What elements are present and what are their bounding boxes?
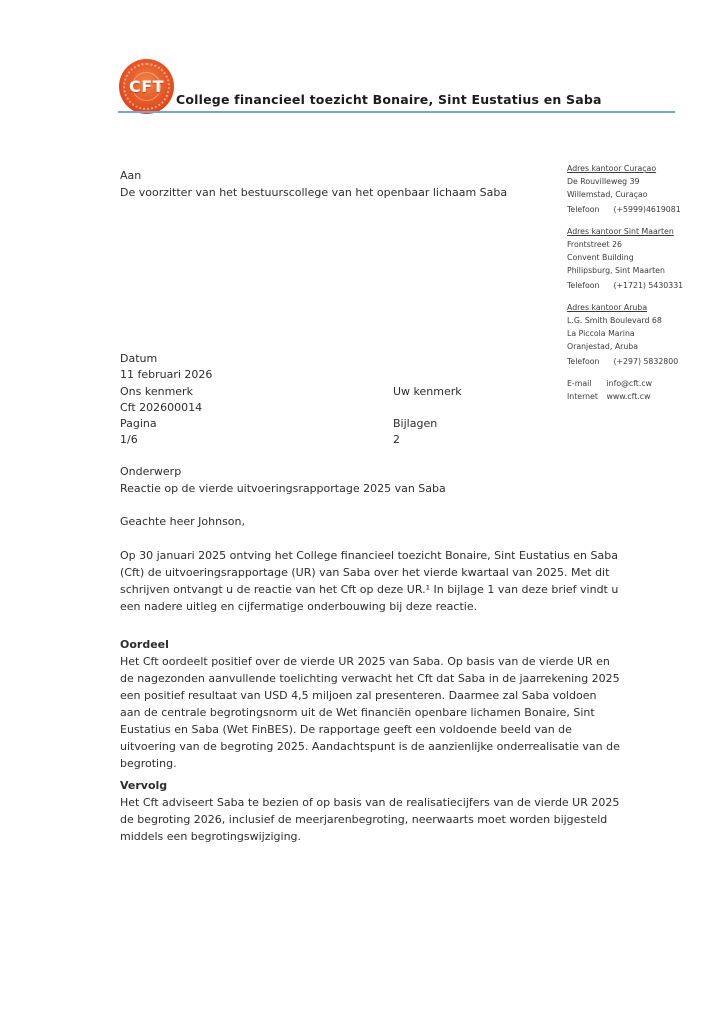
phone-number: (+5999)4619081 — [613, 205, 681, 215]
office-title: Adres kantoor Sint Maarten — [567, 227, 674, 237]
office-address-line: Willemstad, Curaçao — [567, 189, 648, 199]
office-address-line: De Rouvilleweg 39 — [567, 176, 640, 186]
internet-value: www.cft.cw — [606, 391, 651, 401]
datum-label: Datum — [120, 352, 158, 365]
section-heading: Oordeel — [120, 638, 169, 651]
pagina-label: Pagina — [120, 417, 157, 431]
organization-name: College financieel toezicht Bonaire, Sint Eustatius en Saba — [176, 92, 602, 107]
office-address-line: La Piccola Marina — [567, 328, 635, 338]
cft-logo-text: CFT — [128, 77, 165, 96]
phone-number: (+297) 5832800 — [613, 357, 679, 367]
ons-kenmerk-label: Ons kenmerk — [120, 384, 193, 398]
subject-text: Reactie op de vierde uitvoeringsrapportage 2025 van Saba — [120, 482, 446, 495]
phone-number: (+1721) 5430331 — [613, 281, 684, 291]
recipient-block — [120, 167, 507, 201]
recipient-line: De voorzitter van het bestuurscollege van het openbaar lichaam Saba — [120, 186, 508, 199]
office-title: Adres kantoor Aruba — [567, 303, 648, 313]
pagina-value: 1/6 — [120, 433, 138, 447]
ons-kenmerk-value: Cft 202600014 — [120, 400, 203, 414]
cft-logo-icon — [119, 59, 174, 114]
office-aruba — [567, 302, 719, 369]
paragraph-text: Het Cft adviseert Saba te bezien of op basis van de realisatiecijfers van de vierde UR 2025 de begroting 2026, inclusief de meerjarenbegroting, neerwaarts moet worden bijgesteld middels een begrotingswijziging. — [120, 796, 620, 843]
letterhead-divider — [118, 111, 675, 113]
office-sint-maarten — [567, 226, 719, 293]
paragraph-intro — [120, 547, 620, 615]
email-label: E-mail — [567, 379, 592, 389]
office-address-line: Frontstreet 26 — [567, 239, 622, 249]
paragraph-vervolg — [120, 777, 620, 845]
office-phone-row — [567, 356, 719, 369]
office-address-line: L.G. Smith Boulevard 68 — [567, 315, 662, 325]
paragraph-text: Op 30 januari 2025 ontving het College financieel toezicht Bonaire, Sint Eustatius en Saba (Cft) de uitvoeringsrapportage (UR) van Saba over het vierde kwartaal van 2025. Met dit schrijven ontvangt u de reactie van het Cft op deze UR.¹ In bijlage 1 van deze brief vindt u een nadere uitleg en cijfermatige onderbouwing bij deze reactie. — [120, 549, 619, 613]
office-phone-row — [567, 204, 719, 217]
recipient-label: Aan — [120, 169, 142, 182]
salutation: Geachte heer Johnson, — [120, 515, 246, 528]
subject-label: Onderwerp — [120, 465, 182, 478]
office-address-line: Philipsburg, Sint Maarten — [567, 265, 665, 275]
email-value: info@cft.cw — [606, 379, 652, 389]
letter-meta-block — [120, 351, 540, 449]
contact-sidebar — [567, 163, 719, 404]
paragraph-oordeel — [120, 636, 620, 772]
office-title: Adres kantoor Curaçao — [567, 164, 657, 173]
paragraph-text: Het Cft oordeelt positief over de vierde UR 2025 van Saba. Op basis van de vierde UR en de nagezonden aanvullende toelichting verwacht het Cft dat Saba in de jaarrekening 2025 een positief resultaat van USD 4,5 miljoen zal presenteren. Daarmee zal Saba voldoen aan de centrale begrotingsnorm uit de Wet financiën openbare lichamen Bonaire, Sint Eustatius en Saba (Wet FinBES). De rapportage geeft een voldoende beeld van de uitvoering van de begroting 2025. Aandachtspunt is de aanzienlijke onderrealisatie van de begroting. — [120, 655, 620, 770]
bijlagen-value: 2 — [393, 433, 400, 447]
uw-kenmerk-label: Uw kenmerk — [393, 384, 462, 398]
office-address-line: Oranjestad, Aruba — [567, 341, 639, 351]
bijlagen-label: Bijlagen — [393, 417, 438, 431]
internet-row — [567, 391, 719, 404]
subject-block — [120, 463, 446, 497]
office-address-line: Convent Building — [567, 252, 634, 262]
section-heading: Vervolg — [120, 779, 168, 792]
email-row — [567, 378, 719, 391]
office-curacao — [567, 163, 719, 217]
datum-value: 11 februari 2026 — [120, 368, 213, 382]
phone-label: Telefoon — [567, 357, 600, 367]
contact-net-block — [567, 378, 719, 404]
office-phone-row — [567, 280, 719, 293]
phone-label: Telefoon — [567, 281, 600, 291]
phone-label: Telefoon — [567, 205, 600, 215]
internet-label: Internet — [567, 391, 598, 401]
